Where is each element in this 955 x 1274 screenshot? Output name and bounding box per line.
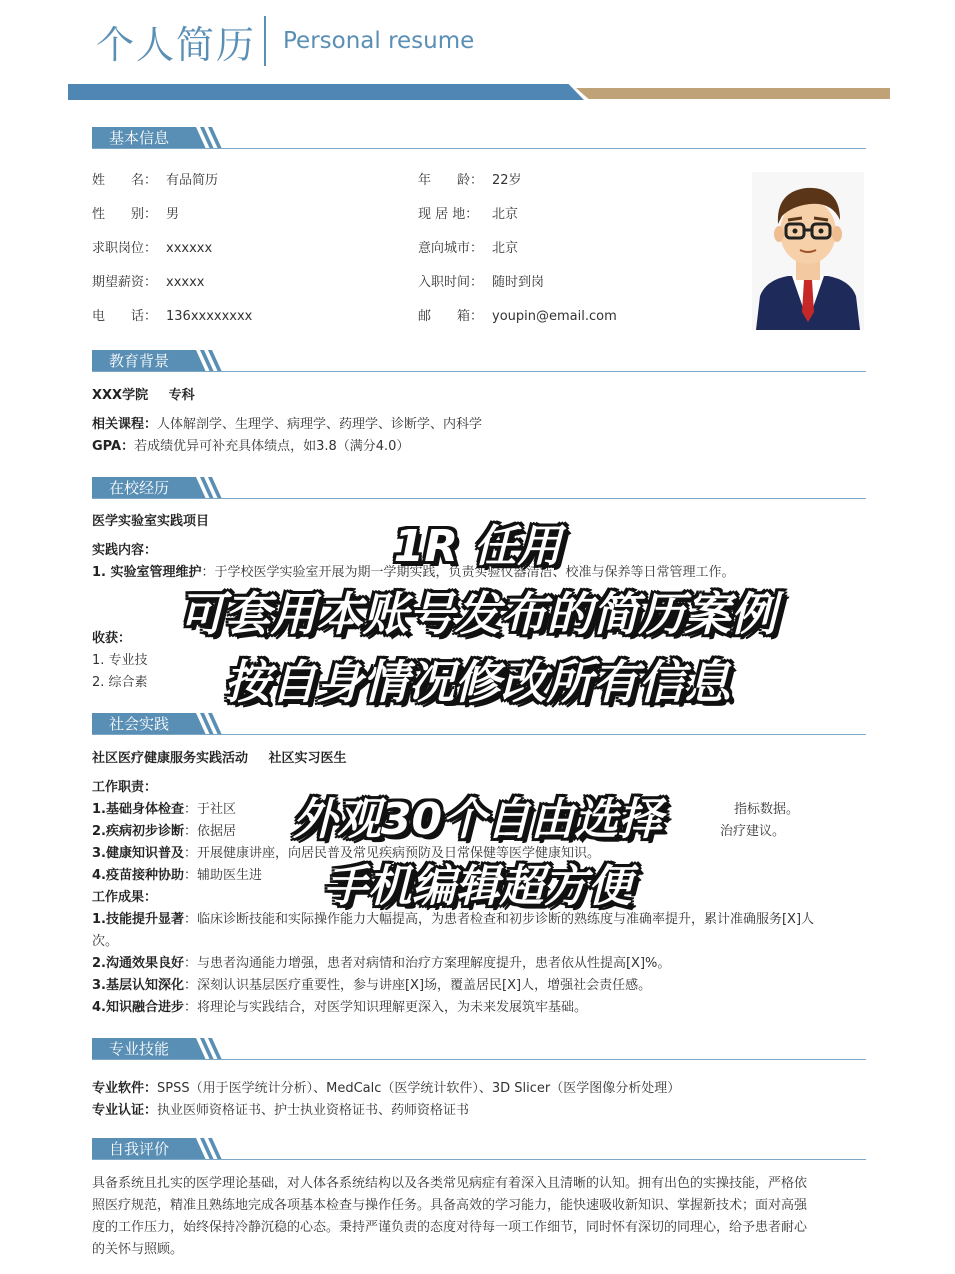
overlay-line-1: 1R 任用 (393, 521, 562, 572)
info-value: xxxxx (166, 275, 205, 290)
section-rule (92, 371, 866, 372)
courses-label: 相关课程： (92, 417, 158, 432)
header-blue-stripe (68, 84, 584, 100)
section-education (92, 350, 866, 372)
item-label: 2.疾病初步诊断 (92, 824, 184, 839)
resume-title-cn: 个人简历 (96, 23, 257, 67)
info-age (418, 169, 522, 188)
edu-school-line (92, 384, 195, 403)
section-skills (92, 1038, 866, 1060)
item-label: 3.健康知识普及 (92, 846, 184, 861)
campus-gain-label: 收获： (92, 631, 132, 646)
section-title: 基本信息 (108, 129, 169, 147)
info-label: 电 话： (92, 309, 158, 324)
section-self-eval (92, 1138, 866, 1160)
item-label: 1.基础身体检查 (92, 802, 184, 817)
gpa-text: 若成绩优异可补充具体绩点，如3.8（满分4.0） (134, 439, 410, 454)
item-text: ：与患者沟通能力增强，患者对病情和治疗方案理解度提升，患者依从性提高[X]%。 (183, 956, 671, 971)
info-value: 136xxxxxxxx (166, 309, 253, 324)
info-salary (92, 271, 204, 290)
section-title: 专业技能 (108, 1040, 169, 1058)
edu-school: XXX学院 (92, 388, 149, 403)
info-start (418, 271, 544, 290)
item-label: 2.沟通效果良好 (92, 956, 184, 971)
resume-title-en: Personal resume (283, 28, 475, 54)
overlay-line-5: 手机编辑超方便 (323, 861, 632, 912)
item-text: ：将理论与实践结合，对医学知识理解更深入，为未来发展筑牢基础。 (183, 1000, 587, 1015)
social-role: 社区实习医生 (268, 751, 347, 766)
header-gold-stripe (576, 88, 890, 99)
edu-degree: 专科 (168, 388, 195, 403)
cert-label: 专业认证： (92, 1103, 158, 1118)
item-text: ：开展健康讲座，向居民普及常见疾病预防及日常保健等医学健康知识。 (183, 846, 600, 861)
item-label: 1.技能提升显著 (92, 912, 184, 927)
software-label: 专业软件： (92, 1081, 158, 1096)
info-label: 性 别： (92, 207, 158, 222)
info-label: 邮 箱： (418, 309, 484, 324)
info-value: 22岁 (492, 173, 522, 188)
item-text: ：依据居 (183, 824, 236, 839)
section-basic-info (92, 127, 866, 149)
result-1-cont: 次。 (92, 934, 119, 949)
item-label: 4.疫苗接种协助 (92, 868, 184, 883)
title-divider (264, 16, 266, 66)
info-label: 现 居 地： (418, 207, 479, 222)
self-eval-line: 度的工作压力，始终保持冷静沉稳的心态。秉持严谨负责的态度对待每一项工作细节，同时怀有深切的同理心，给予患者耐心 (92, 1220, 808, 1235)
skills-software (92, 1077, 680, 1096)
info-position (92, 237, 212, 256)
info-city (418, 237, 518, 256)
section-rule (92, 1059, 866, 1060)
campus-project: 医学实验室实践项目 (92, 514, 210, 529)
info-value: 北京 (492, 207, 519, 222)
section-title: 社会实践 (108, 715, 169, 733)
duty-label: 工作职责： (92, 780, 158, 795)
social-activity-line (92, 747, 347, 766)
section-social (92, 713, 866, 735)
info-label: 年 龄： (418, 173, 484, 188)
item-text: ：于学校医学实验室开展为期一学期实践，负责实验仪器清洁、校准与保养等日常管理工作。 (201, 565, 735, 580)
info-value: xxxxxx (166, 241, 213, 256)
section-title: 教育背景 (108, 352, 169, 370)
section-rule (92, 498, 866, 499)
avatar-photo (752, 172, 864, 330)
overlay-line-2: 可套用本账号发布的简历案例 (178, 587, 777, 641)
info-phone (92, 305, 252, 324)
item-text: ：于社区 (183, 802, 236, 817)
edu-gpa (92, 435, 409, 454)
skills-cert (92, 1099, 469, 1118)
section-rule (92, 1159, 866, 1160)
self-eval-line: 的关怀与照顾。 (92, 1242, 184, 1257)
info-name (92, 169, 218, 188)
self-eval-line: 具备系统且扎实的医学理论基础，对人体各系统结构以及各类常见病症有着深入且清晰的认知。拥有出色的实操技能，严格依 (92, 1176, 808, 1191)
info-value: 男 (166, 207, 180, 222)
info-label: 意向城市： (418, 241, 484, 256)
result-2 (92, 952, 670, 971)
campus-gain-2: 2. 综合素 (92, 675, 148, 690)
edu-courses (92, 413, 482, 432)
info-location (418, 203, 518, 222)
item-text: ：辅助医生进 (183, 868, 262, 883)
self-eval-line: 照医疗规范，精准且熟练地完成各项基本检查与操作任务。具备高效的学习能力，能快速吸收新知识、掌握新技术；面对高强 (92, 1198, 808, 1213)
item-label: 3.基层认知深化 (92, 978, 184, 993)
section-campus (92, 477, 866, 499)
info-label: 入职时间： (418, 275, 484, 290)
social-activity: 社区医疗健康服务实践活动 (92, 751, 249, 766)
cert-text: 执业医师资格证书、护士执业资格证书、药师资格证书 (157, 1103, 470, 1118)
item-text: ：临床诊断技能和实际操作能力大幅提高，为患者检查和初步诊断的熟练度与准确率提升，累计准确服务[X]人 (183, 912, 815, 927)
section-title: 自我评价 (108, 1140, 169, 1158)
item-text: ：深刻认识基层医疗重要性，参与讲座[X]场，覆盖居民[X]人，增强社会责任感。 (183, 978, 652, 993)
self-eval-paragraph (92, 1173, 867, 1261)
gpa-label: GPA： (92, 439, 135, 454)
software-text: SPSS（用于医学统计分析）、MedCalc（医学统计软件）、3D Slicer（医学图像分析处理） (157, 1081, 681, 1096)
campus-content-label: 实践内容： (92, 543, 158, 558)
info-label: 求职岗位： (92, 241, 158, 256)
result-label: 工作成果： (92, 890, 158, 905)
info-value: 有品简历 (166, 173, 219, 188)
info-label: 姓 名： (92, 173, 158, 188)
duty-1-tail: 指标数据。 (734, 802, 800, 817)
overlay-line-4: 外观30个自由选择 (292, 794, 663, 845)
overlay-line-3: 按自身情况修改所有信息 (224, 655, 731, 709)
duty-2-tail: 治疗建议。 (720, 824, 786, 839)
item-label: 4.知识融合进步 (92, 1000, 184, 1015)
info-email (418, 305, 617, 324)
info-value: 随时到岗 (492, 275, 545, 290)
info-label: 期望薪资： (92, 275, 158, 290)
result-3 (92, 974, 651, 993)
courses-text: 人体解剖学、生理学、病理学、药理学、诊断学、内科学 (157, 417, 483, 432)
item-label: 1. 实验室管理维护 (92, 565, 202, 580)
section-rule (92, 734, 866, 735)
info-value: youpin@email.com (492, 309, 617, 324)
section-rule (92, 148, 866, 149)
result-4 (92, 996, 587, 1015)
info-gender (92, 203, 179, 222)
section-title: 在校经历 (108, 479, 169, 497)
campus-gain-1: 1. 专业技 (92, 653, 148, 668)
info-value: 北京 (492, 241, 519, 256)
